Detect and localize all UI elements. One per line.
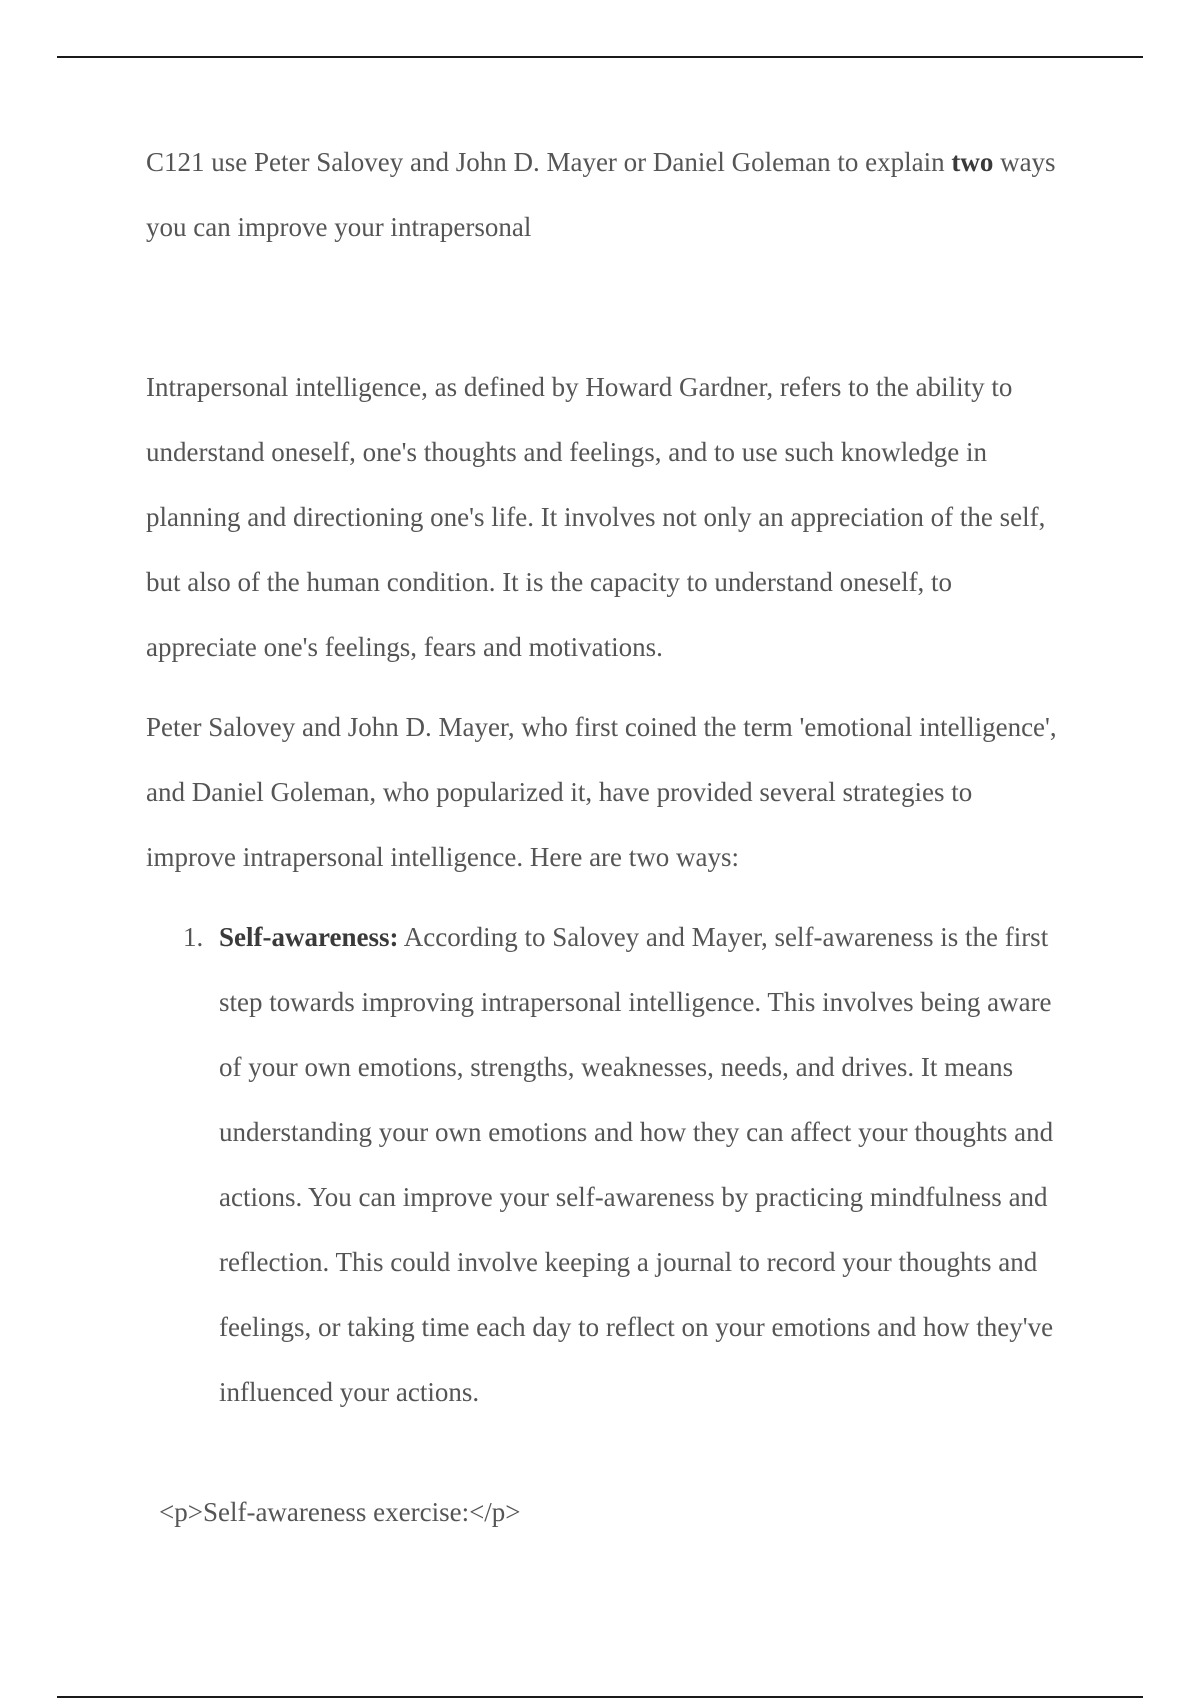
header-rule (57, 56, 1143, 58)
intro-paragraph: Intrapersonal intelligence, as defined by Howard Gardner, refers to the ability to understand oneself, one's thoughts and feelings, and to use such knowledge in planning and directioning one's life. It involves not only an appreciation of the self, but also of the human condition. It is the capacity to understand oneself, to appreciate one's feelings, fears and motivations. (146, 372, 1046, 662)
strategies-list (146, 905, 1066, 1425)
list-item-term: Self-awareness: (219, 922, 399, 952)
question-suffix: ways you can improve your intrapersonal (146, 147, 1056, 242)
strategies-paragraph: Peter Salovey and John D. Mayer, who first coined the term 'emotional intelligence', and Daniel Goleman, who popularized it, have provided several strategies to improve intrapersonal intelligence. Here are two ways: (146, 712, 1057, 872)
question-prefix: C121 use Peter Salovey and John D. Mayer or Daniel Goleman to explain (146, 147, 952, 177)
question-text (146, 130, 1066, 260)
question-emphasis: two (951, 147, 994, 177)
list-item-number: 1. (183, 922, 204, 952)
document-page (146, 130, 1066, 1545)
raw-code-line: <p>Self-awareness exercise:</p> (159, 1497, 521, 1527)
footer-rule (57, 1696, 1143, 1698)
list-item-text: According to Salovey and Mayer, self-awareness is the first step towards improving intrapersonal intelligence. This involves being aware of your own emotions, strengths, weaknesses, needs, and drives. It means understanding your own emotions and how they can affect your thoughts and actions. You can improve your self-awareness by practicing mindfulness and reflection. This could involve keeping a journal to record your thoughts and feelings, or taking time each day to reflect on your emotions and how they've influenced your actions. (219, 922, 1054, 1407)
list-item (183, 905, 1066, 1425)
